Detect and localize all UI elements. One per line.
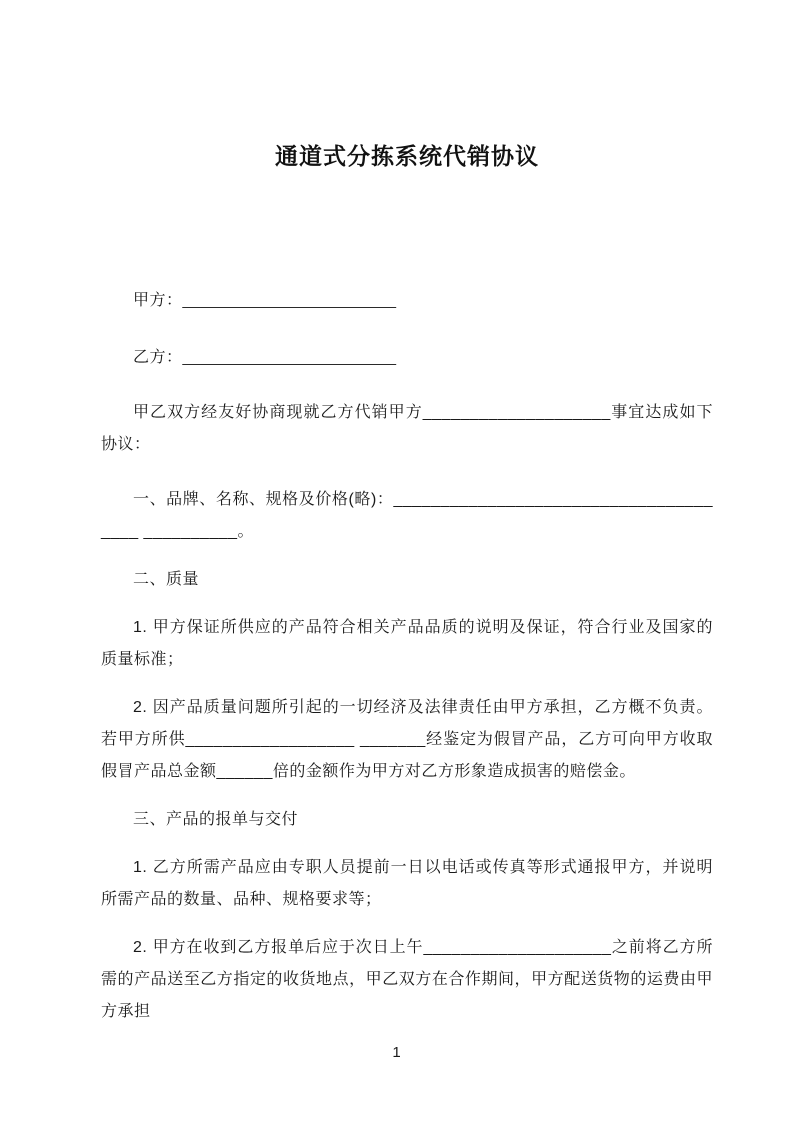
- section-3-heading: 三、产品的报单与交付: [133, 811, 299, 828]
- section-2-heading: 二、质量: [133, 571, 200, 588]
- clause-3-1: 1. 乙方所需产品应由专职人员提前一日以电话或传真等形式通报甲方，并说明所需产品的数量、品种、规格要求等；: [101, 859, 713, 908]
- party-a-line: [101, 285, 713, 317]
- intro-paragraph: 甲乙双方经友好协商现就乙方代销甲方____________________事宜达成如下协议：: [101, 404, 713, 453]
- party-b-blank: ________________________: [182, 349, 397, 366]
- clause-1-heading: 一、品牌、名称、规格及价格(略)：______________________________________ __________。: [101, 491, 713, 540]
- document-body: [101, 0, 713, 1044]
- document-title: 通道式分拣系统代销协议: [275, 143, 539, 169]
- clause-2-1: 1. 甲方保证所供应的产品符合相关产品品质的说明及保证，符合行业及国家的质量标准；: [101, 619, 713, 668]
- clause-3-2: 2. 甲方在收到乙方报单后应于次日上午____________________之前将乙方所需的产品送至乙方指定的收货地点，甲乙双方在合作期间，甲方配送货物的运费由甲方承担: [101, 939, 713, 1020]
- party-a-blank: ________________________: [182, 292, 397, 309]
- party-b-label: 乙方：: [133, 349, 183, 366]
- clause-2-2: 2. 因产品质量问题所引起的一切经济及法律责任由甲方承担，乙方概不负责。若甲方所供__________________ _______经鉴定为假冒产品，乙方可向甲方收取假冒产品总金额______倍的金额作为甲方对乙方形象造成损害的赔偿金。: [101, 699, 713, 780]
- party-a-label: 甲方：: [133, 292, 183, 309]
- party-b-line: [101, 342, 713, 374]
- page-number: 1: [392, 1044, 401, 1061]
